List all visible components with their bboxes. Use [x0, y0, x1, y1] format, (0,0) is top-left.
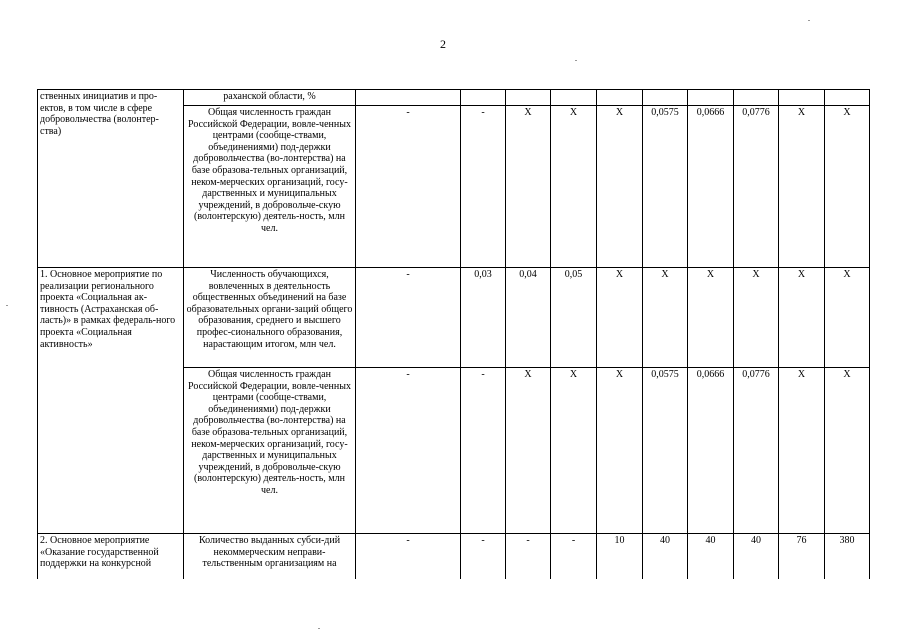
program-table — [37, 89, 870, 579]
value-cell: - — [461, 534, 506, 580]
value-cell: X — [506, 368, 551, 534]
value-cell: 40 — [734, 534, 779, 580]
value-cell — [734, 90, 779, 106]
table-row — [38, 534, 870, 580]
value-cell — [356, 90, 461, 106]
value-cell: X — [688, 268, 734, 368]
value-cell: - — [506, 534, 551, 580]
event-cell: 1. Основное мероприятие по реализации регионального проекта «Социальная ак-тивность (Астраханская об-ласть)» в рамках федераль-ного проекта «Социальная активность» — [38, 268, 184, 534]
value-cell: 0,0575 — [643, 368, 688, 534]
value-cell: X — [597, 268, 643, 368]
indicator-cell: раханской области, % — [184, 90, 356, 106]
value-cell: - — [551, 534, 597, 580]
value-cell: 0,0776 — [734, 368, 779, 534]
value-cell: 0,03 — [461, 268, 506, 368]
value-cell — [825, 90, 870, 106]
value-cell: X — [551, 368, 597, 534]
value-cell: 0,05 — [551, 268, 597, 368]
event-cell: 2. Основное мероприятие «Оказание государственной поддержки на конкурсной — [38, 534, 184, 580]
value-cell — [461, 90, 506, 106]
value-cell: 76 — [779, 534, 825, 580]
table-row — [38, 268, 870, 368]
value-cell — [551, 90, 597, 106]
value-cell: 0,04 — [506, 268, 551, 368]
value-cell: 40 — [643, 534, 688, 580]
value-cell — [643, 90, 688, 106]
value-cell: X — [779, 106, 825, 268]
value-cell: 40 — [688, 534, 734, 580]
value-cell: X — [734, 268, 779, 368]
indicator-cell: Количество выданных субси-дий некоммерческим неправи-тельственным организациям на — [184, 534, 356, 580]
indicator-cell: Общая численность граждан Российской Федерации, вовле-ченных центрами (сообще-ствами, объединениями) под-держки добровольчества (во-лонтерства) на базе образова-тельных организаций, неком-мерческих организаций, госу-дарственных и муниципальных учреждений, в добровольче-скую (волонтерскую) деятель-ность, млн чел. — [184, 106, 356, 268]
table-row — [38, 90, 870, 106]
page-number: 2 — [440, 37, 446, 51]
value-cell: - — [356, 534, 461, 580]
value-cell: - — [356, 268, 461, 368]
value-cell: - — [461, 106, 506, 268]
value-cell: 10 — [597, 534, 643, 580]
indicator-cell: Общая численность граждан Российской Федерации, вовле-ченных центрами (сообще-ствами, объединениями) под-держки добровольчества (во-лонтерства) на базе образова-тельных организаций, неком-мерческих организаций, госу-дарственных и муниципальных учреждений, в добровольче-скую (волонтерскую) деятель-ность, млн чел. — [184, 368, 356, 534]
value-cell: X — [597, 106, 643, 268]
value-cell: 380 — [825, 534, 870, 580]
value-cell — [597, 90, 643, 106]
value-cell: - — [356, 368, 461, 534]
value-cell — [688, 90, 734, 106]
value-cell: X — [597, 368, 643, 534]
value-cell: X — [825, 368, 870, 534]
value-cell: - — [461, 368, 506, 534]
value-cell: 0,0666 — [688, 368, 734, 534]
value-cell: X — [825, 106, 870, 268]
value-cell: - — [356, 106, 461, 268]
value-cell — [779, 90, 825, 106]
event-cell: ственных инициатив и про- ектов, в том числе в сфере добровольчества (волонтер- ства) — [38, 90, 184, 268]
value-cell: X — [643, 268, 688, 368]
value-cell: 0,0776 — [734, 106, 779, 268]
indicator-cell: Численность обучающихся, вовлеченных в деятельность общественных объединений на базе образовательных органи-заций общего образования, среднего и высшего профес-сионального образования, нарастающим итогом, млн чел. — [184, 268, 356, 368]
value-cell: 0,0666 — [688, 106, 734, 268]
value-cell: X — [551, 106, 597, 268]
value-cell: X — [779, 268, 825, 368]
value-cell: X — [779, 368, 825, 534]
value-cell: X — [506, 106, 551, 268]
value-cell: X — [825, 268, 870, 368]
value-cell: 0,0575 — [643, 106, 688, 268]
value-cell — [506, 90, 551, 106]
